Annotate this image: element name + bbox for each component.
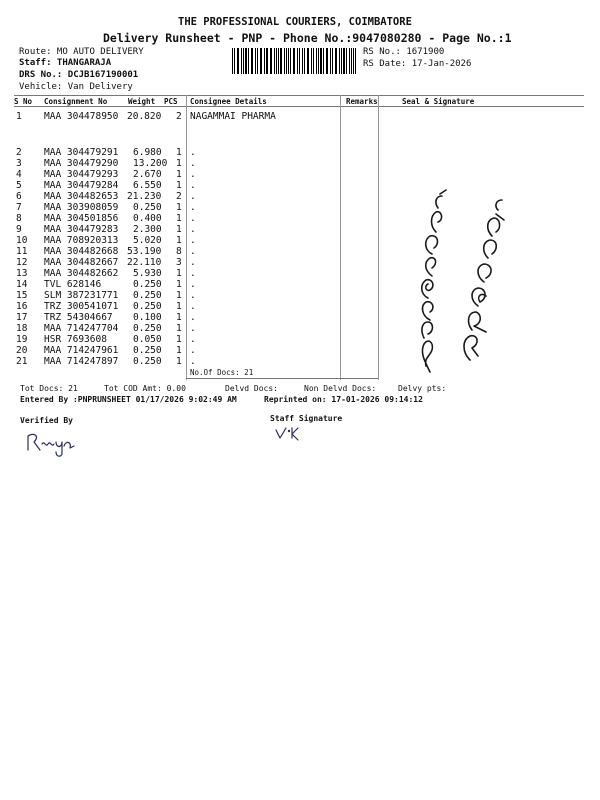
row-consignee: . xyxy=(190,158,196,169)
row-sno: 17 xyxy=(16,312,28,323)
row-weight: 0.400 xyxy=(133,213,162,224)
col-header-pcs: PCS xyxy=(164,97,178,106)
row-pcs: 1 xyxy=(176,290,182,301)
row-consignee: . xyxy=(190,246,196,257)
tot-docs: Tot Docs: 21 xyxy=(20,384,78,393)
row-weight: 5.930 xyxy=(133,268,162,279)
row-weight: 13.200 xyxy=(133,158,168,169)
row-pcs: 1 xyxy=(176,224,182,235)
no-of-docs: No.Of Docs: 21 xyxy=(190,368,254,377)
row-sno: 8 xyxy=(16,213,22,224)
rs-date: RS Date: 17-Jan-2026 xyxy=(363,59,472,69)
non-delvd-docs: Non Delvd Docs: xyxy=(304,384,377,393)
row-sno: 1 xyxy=(16,111,22,122)
row-pcs: 1 xyxy=(176,169,182,180)
row-consignment: TVL 628146 xyxy=(44,279,102,290)
row-sno: 13 xyxy=(16,268,28,279)
col-header-consignment: Consignment No xyxy=(44,97,108,106)
row-consignee: . xyxy=(190,235,196,246)
row-weight: 0.050 xyxy=(133,334,162,345)
verified-by-label: Verified By xyxy=(20,416,73,425)
row-consignment: TRZ 54304667 xyxy=(44,312,113,323)
row-weight: 0.250 xyxy=(133,279,162,290)
col-header-remarks: Remarks xyxy=(346,97,378,106)
row-pcs: 2 xyxy=(176,111,182,122)
row-weight: 0.250 xyxy=(133,356,162,367)
row-sno: 6 xyxy=(16,191,22,202)
row-consignment: MAA 304482668 xyxy=(44,246,119,257)
col-header-seal: Seal & Signature xyxy=(402,97,475,106)
tot-cod-amount: Tot COD Amt: 0.00 xyxy=(104,384,186,393)
rs-number: RS No.: 1671900 xyxy=(363,47,445,57)
row-sno: 10 xyxy=(16,235,28,246)
row-weight: 0.250 xyxy=(133,323,162,334)
row-pcs: 2 xyxy=(176,191,182,202)
reprinted-on: Reprinted on: 17-01-2026 09:14:12 xyxy=(264,395,423,404)
row-consignee: . xyxy=(190,268,196,279)
row-consignment: MAA 304482667 xyxy=(44,257,119,268)
row-consignee: . xyxy=(190,356,196,367)
row-sno: 4 xyxy=(16,169,22,180)
row-weight: 21.230 xyxy=(127,191,162,202)
row-pcs: 1 xyxy=(176,301,182,312)
row-consignee: . xyxy=(190,323,196,334)
route-text: Route: MO AUTO DELIVERY xyxy=(19,47,144,57)
row-consignment: MAA 304479291 xyxy=(44,147,119,158)
vehicle-text: Vehicle: Van Delivery xyxy=(19,82,133,92)
row-consignment: MAA 304482653 xyxy=(44,191,119,202)
row-sno: 5 xyxy=(16,180,22,191)
row-sno: 11 xyxy=(16,246,28,257)
row-consignment: MAA 304479284 xyxy=(44,180,119,191)
row-consignment: HSR 7693608 xyxy=(44,334,107,345)
row-sno: 12 xyxy=(16,257,28,268)
row-weight: 53.190 xyxy=(127,246,162,257)
row-sno: 9 xyxy=(16,224,22,235)
row-weight: 0.100 xyxy=(133,312,162,323)
row-consignee: . xyxy=(190,334,196,345)
row-consignee: . xyxy=(190,279,196,290)
row-weight: 6.550 xyxy=(133,180,162,191)
row-consignee: . xyxy=(190,191,196,202)
row-pcs: 1 xyxy=(176,180,182,191)
row-pcs: 1 xyxy=(176,345,182,356)
row-consignment: TRZ 300541071 xyxy=(44,301,119,312)
row-consignee: . xyxy=(190,147,196,158)
row-pcs: 8 xyxy=(176,246,182,257)
row-consignment: MAA 304479290 xyxy=(44,158,119,169)
row-pcs: 1 xyxy=(176,235,182,246)
row-weight: 2.670 xyxy=(133,169,162,180)
row-pcs: 1 xyxy=(176,334,182,345)
entered-by: Entered By :PNPRUNSHEET 01/17/2026 9:02:49 AM xyxy=(20,395,237,404)
drs-label: DRS No.: xyxy=(19,70,68,80)
row-pcs: 3 xyxy=(176,257,182,268)
row-sno: 19 xyxy=(16,334,28,345)
row-consignee: . xyxy=(190,224,196,235)
row-weight: 0.250 xyxy=(133,301,162,312)
row-sno: 21 xyxy=(16,356,28,367)
row-consignment: MAA 714247961 xyxy=(44,345,119,356)
col-header-weight: Weight xyxy=(128,97,156,106)
row-consignee: . xyxy=(190,345,196,356)
row-weight: 6.980 xyxy=(133,147,162,158)
row-consignment: SLM 387231771 xyxy=(44,290,119,301)
company-title: THE PROFESSIONAL COURIERS, COIMBATORE xyxy=(178,16,412,28)
row-pcs: 1 xyxy=(176,356,182,367)
row-consignee: . xyxy=(190,301,196,312)
col-header-sno: S No xyxy=(14,97,33,106)
row-pcs: 1 xyxy=(176,268,182,279)
row-pcs: 1 xyxy=(176,213,182,224)
row-weight: 0.250 xyxy=(133,345,162,356)
row-sno: 15 xyxy=(16,290,28,301)
delvy-pts: Delvy pts: xyxy=(398,384,447,393)
row-consignment: MAA 714247704 xyxy=(44,323,119,334)
row-sno: 20 xyxy=(16,345,28,356)
row-consignment: MAA 303908059 xyxy=(44,202,119,213)
row-weight: 5.020 xyxy=(133,235,162,246)
row-consignment: MAA 304482662 xyxy=(44,268,119,279)
row-consignment: MAA 304479293 xyxy=(44,169,119,180)
row-consignee: . xyxy=(190,290,196,301)
row-consignee: . xyxy=(190,180,196,191)
row-weight: 0.250 xyxy=(133,202,162,213)
row-weight: 22.110 xyxy=(127,257,162,268)
row-pcs: 1 xyxy=(176,147,182,158)
row-weight: 2.300 xyxy=(133,224,162,235)
row-consignment: MAA 708920313 xyxy=(44,235,119,246)
row-consignment: MAA 714247897 xyxy=(44,356,119,367)
row-sno: 7 xyxy=(16,202,22,213)
row-consignment: MAA 304479283 xyxy=(44,224,119,235)
row-weight: 20.820 xyxy=(127,111,162,122)
row-consignee: . xyxy=(190,213,196,224)
row-consignee: NAGAMMAI PHARMA xyxy=(190,111,276,122)
staff-signature-label: Staff Signature xyxy=(270,414,343,423)
col-header-consignee: Consignee Details xyxy=(190,97,267,106)
row-sno: 3 xyxy=(16,158,22,169)
row-sno: 18 xyxy=(16,323,28,334)
row-pcs: 1 xyxy=(176,323,182,334)
delvd-docs: Delvd Docs: xyxy=(225,384,278,393)
row-consignee: . xyxy=(190,257,196,268)
row-consignee: . xyxy=(190,202,196,213)
row-sno: 2 xyxy=(16,147,22,158)
row-sno: 14 xyxy=(16,279,28,290)
row-consignment: MAA 304501856 xyxy=(44,213,119,224)
row-pcs: 1 xyxy=(176,158,182,169)
row-pcs: 1 xyxy=(176,312,182,323)
row-consignee: . xyxy=(190,312,196,323)
staff-text: Staff: THANGARAJA xyxy=(19,58,112,68)
row-weight: 0.250 xyxy=(133,290,162,301)
row-sno: 16 xyxy=(16,301,28,312)
runsheet-title: Delivery Runsheet - PNP - Phone No.:9047080280 - Page No.:1 xyxy=(103,31,512,45)
row-pcs: 1 xyxy=(176,279,182,290)
row-consignment: MAA 304478950 xyxy=(44,111,119,122)
row-consignee: . xyxy=(190,169,196,180)
drs-value: DCJB167190001 xyxy=(67,70,139,80)
row-pcs: 1 xyxy=(176,202,182,213)
